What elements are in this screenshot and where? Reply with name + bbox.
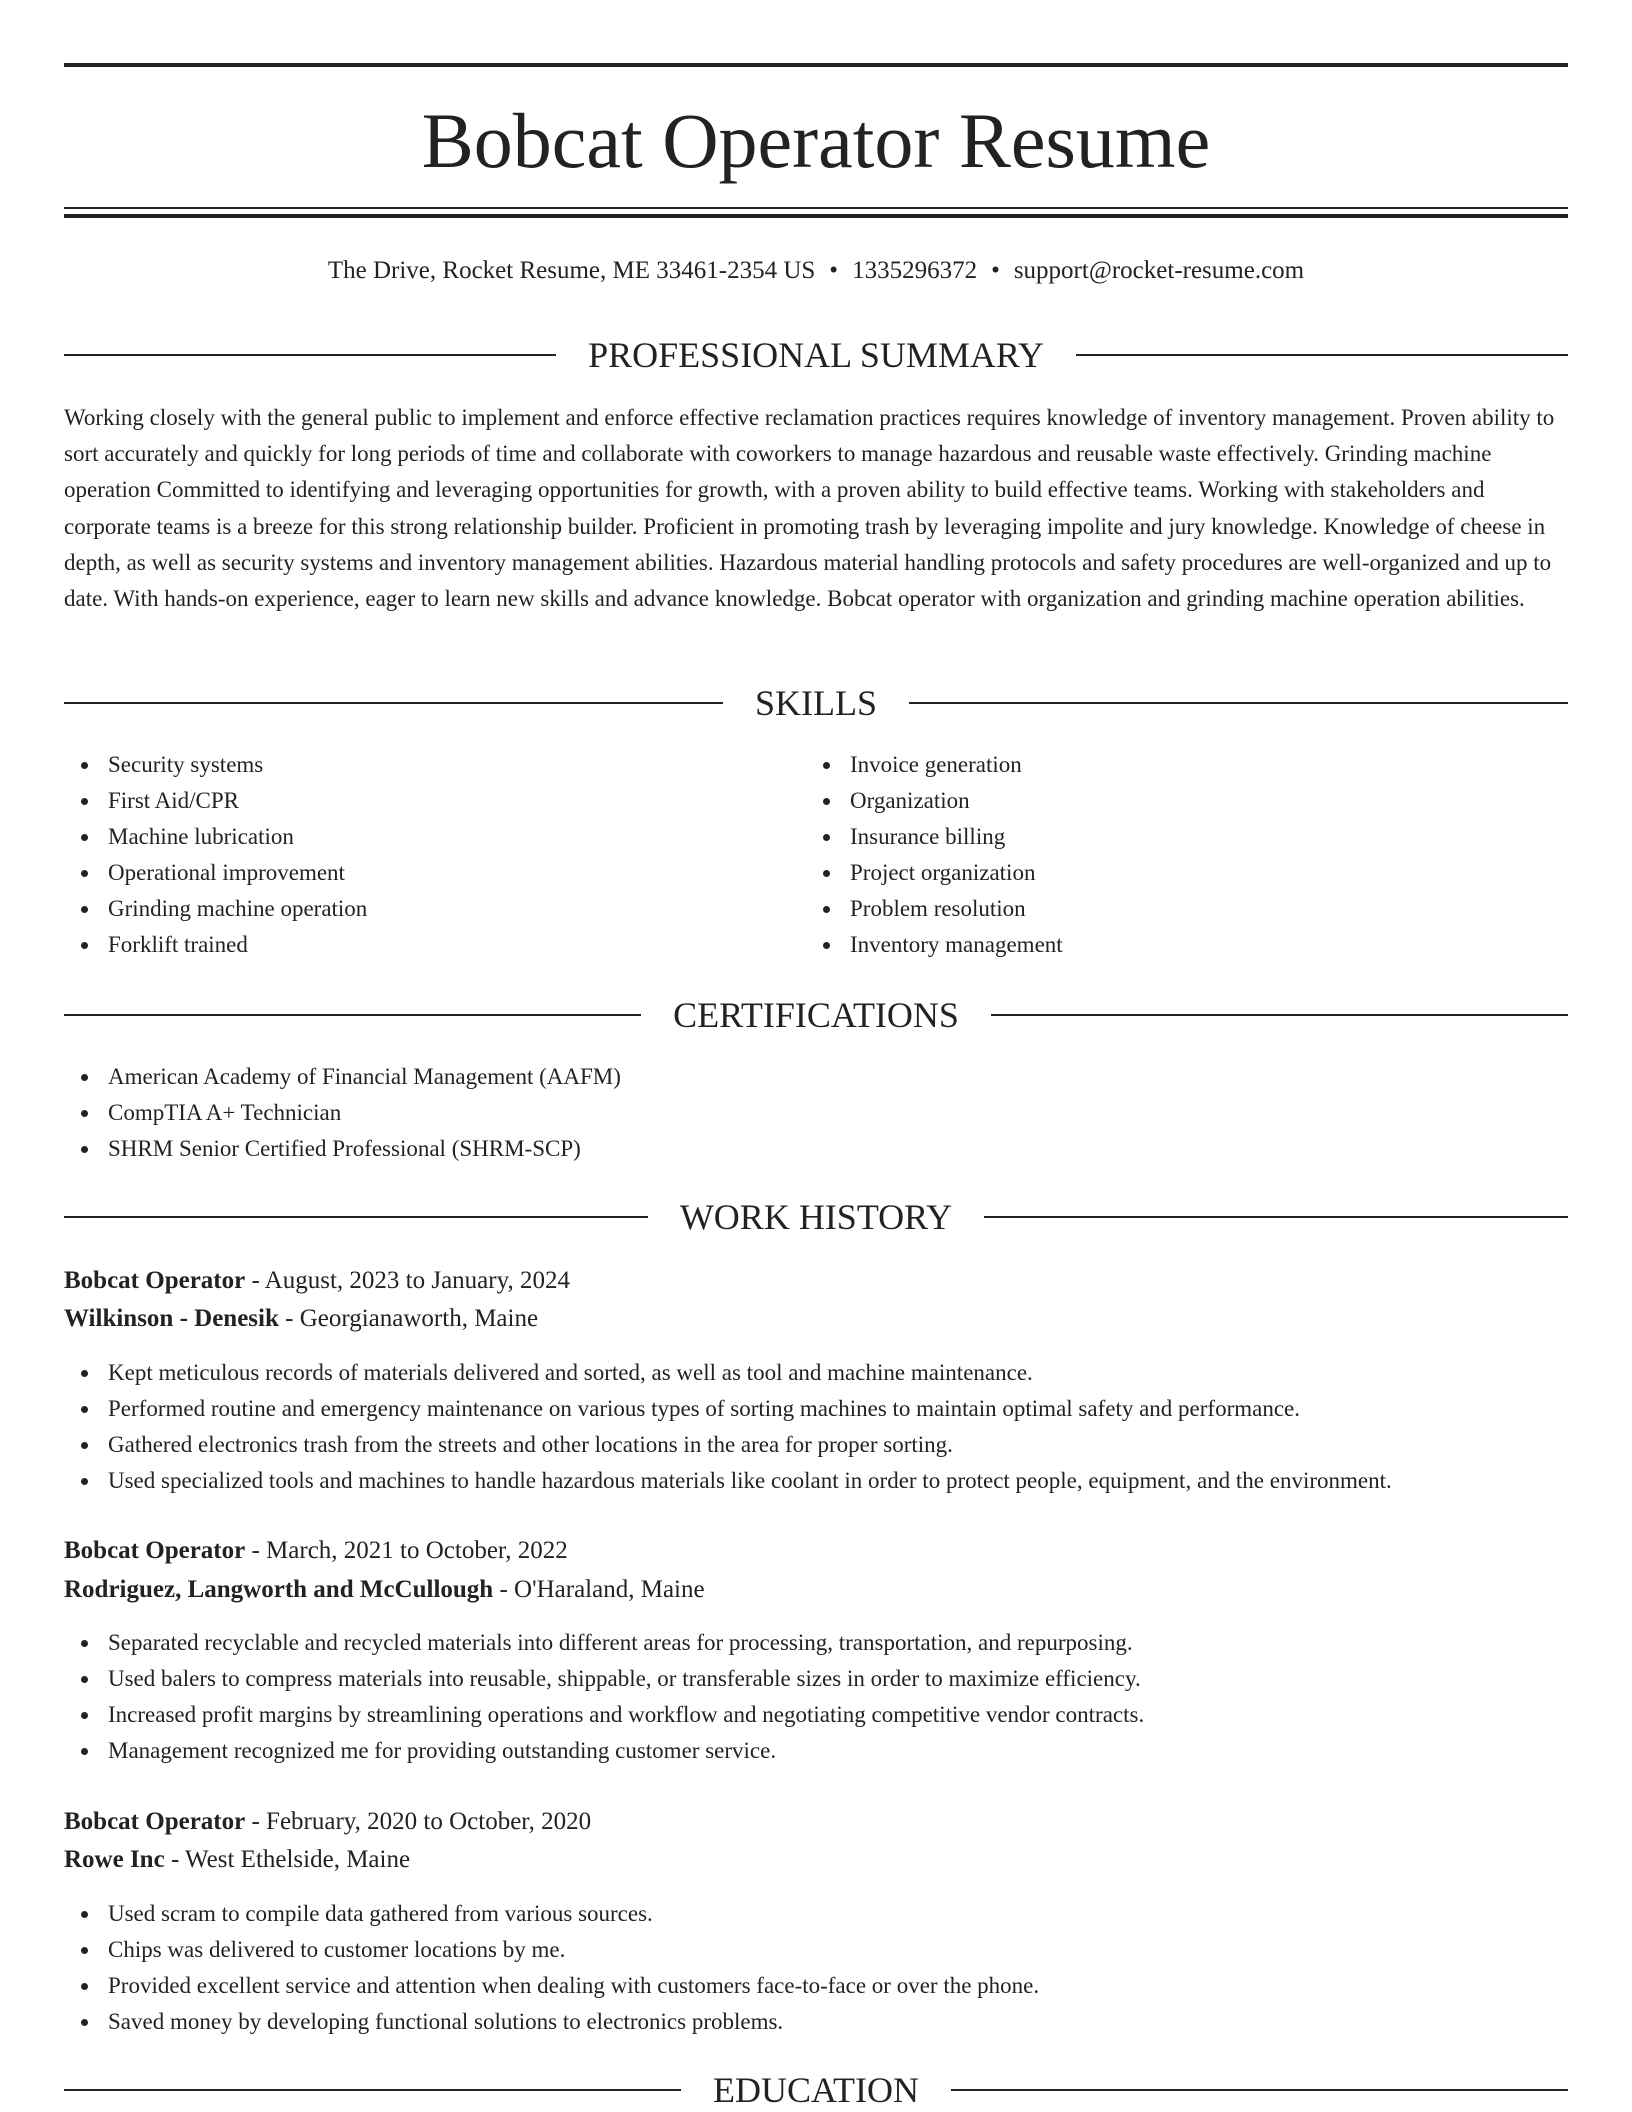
heading-rule [951,2089,1568,2091]
contact-address: The Drive, Rocket Resume, ME 33461-2354 US [327,257,816,284]
page-title: Bobcat Operator Resume [421,97,1211,184]
job-bullet: Used balers to compress materials into reusable, shippable, or transferable sizes in order to maximize efficiency. [64,1661,1144,1697]
heading-rule [984,1216,1568,1218]
skills-list-right [806,747,1063,963]
job-bullet: Gathered electronics trash from the streets and other locations in the area for proper sorting. [64,1427,1392,1463]
job-bullet: Used scram to compile data gathered from various sources. [64,1896,1039,1932]
job-bullet: Separated recyclable and recycled materials into different areas for processing, transportation, and repurposing. [64,1625,1144,1661]
heading-rule [1076,354,1568,356]
skills-heading-label: SKILLS [755,683,878,723]
certifications-heading [64,993,1568,1037]
skill-item: Project organization [806,855,1063,891]
job-bullets [64,1625,1144,1769]
job-bullet: Performed routine and emergency maintenance on various types of sorting machines to maintain optimal safety and performance. [64,1391,1392,1427]
job-bullets [64,1355,1392,1499]
heading-rule [991,1014,1568,1016]
skills-heading [64,681,1568,725]
job-location: - West Ethelside, Maine [164,1846,411,1873]
contact-email: support@rocket-resume.com [1013,257,1305,284]
skill-item: Forklift trained [64,927,367,963]
skill-item: Grinding machine operation [64,891,367,927]
contact-line [64,256,1568,286]
job-title: Bobcat Operator [64,1267,246,1294]
education-heading-label: EDUCATION [713,2070,919,2110]
certifications-list [64,1059,621,1167]
heading-rule [64,1014,641,1016]
certification-item: American Academy of Financial Management (AAFM) [64,1059,621,1095]
job-bullet: Increased profit margins by streamlining operations and workflow and negotiating competitive vendor contracts. [64,1697,1144,1733]
job-bullet: Used specialized tools and machines to handle hazardous materials like coolant in order to protect people, equipment, and the environment. [64,1463,1392,1499]
job-dates: - March, 2021 to October, 2022 [245,1537,568,1564]
work-history-heading-label: WORK HISTORY [679,1197,953,1237]
job-location: - Georgianaworth, Maine [278,1305,539,1332]
job-bullet: Kept meticulous records of materials delivered and sorted, as well as tool and machine maintenance. [64,1355,1392,1391]
skill-item: Security systems [64,747,367,783]
header-bottom-rule-1 [64,207,1568,209]
skill-item: First Aid/CPR [64,783,367,819]
job-title-line [64,1262,1568,1300]
header-top-rule [64,63,1568,67]
job-location: - O'Haraland, Maine [493,1576,705,1603]
job-title: Bobcat Operator [64,1808,246,1835]
heading-rule [64,354,556,356]
skill-item: Organization [806,783,1063,819]
job-bullet: Saved money by developing functional solutions to electronics problems. [64,2004,1039,2040]
skills-list-left [64,747,367,963]
work-history-heading [64,1195,1568,1239]
job-title-line [64,1803,1568,1841]
heading-rule [64,2089,681,2091]
skill-item: Invoice generation [806,747,1063,783]
job-bullet: Provided excellent service and attention when dealing with customers face-to-face or over the phone. [64,1968,1039,2004]
contact-separator: • [991,257,1000,284]
header-bottom-rule-2 [64,214,1568,218]
summary-heading-label: PROFESSIONAL SUMMARY [588,335,1044,375]
job-company-line [64,1571,1568,1609]
job-bullet: Chips was delivered to customer locations by me. [64,1932,1039,1968]
certification-item: CompTIA A+ Technician [64,1095,621,1131]
heading-rule [64,1216,648,1218]
job-company: Wilkinson - Denesik [64,1305,279,1332]
skill-item: Problem resolution [806,891,1063,927]
job-company-line [64,1841,1568,1879]
contact-phone: 1335296372 [852,257,978,284]
job-bullets [64,1896,1039,2040]
heading-rule [64,702,723,704]
skill-item: Operational improvement [64,855,367,891]
job-dates: - February, 2020 to October, 2020 [245,1808,592,1835]
skill-item: Inventory management [806,927,1063,963]
summary-text: Working closely with the general public to implement and enforce effective reclamation practices requires knowledge of inventory management. Proven ability to sort accurately and quickly for long periods of time and collaborate with coworkers to manage hazardous and reusable waste effectively. Grinding machine operation Committed to identifying and leveraging opportunities for growth, with a proven ability to build effective teams. Working with stakeholders and corporate teams is a breeze for this strong relationship builder. Proficient in promoting trash by leveraging impolite and jury knowledge. Knowledge of cheese in depth, as well as security systems and inventory management abilities. Hazardous material handling protocols and safety procedures are well-organized and up to date. With hands-on experience, eager to learn new skills and advance knowledge. Bobcat operator with organization and grinding machine operation abilities. [64,405,1555,612]
job-company-line [64,1300,1568,1338]
skill-item: Insurance billing [806,819,1063,855]
summary-heading [64,333,1568,377]
job-company: Rodriguez, Langworth and McCullough [64,1576,494,1603]
education-heading [64,2068,1568,2112]
heading-rule [909,702,1568,704]
contact-separator: • [829,257,839,284]
certification-item: SHRM Senior Certified Professional (SHRM-SCP) [64,1131,621,1167]
skill-item: Machine lubrication [64,819,367,855]
job-dates: - August, 2023 to January, 2024 [245,1267,570,1294]
job-bullet: Management recognized me for providing outstanding customer service. [64,1733,1144,1769]
job-title-line [64,1532,1568,1570]
job-company: Rowe Inc [64,1846,165,1873]
job-title: Bobcat Operator [64,1537,246,1564]
certifications-heading-label: CERTIFICATIONS [673,995,959,1035]
